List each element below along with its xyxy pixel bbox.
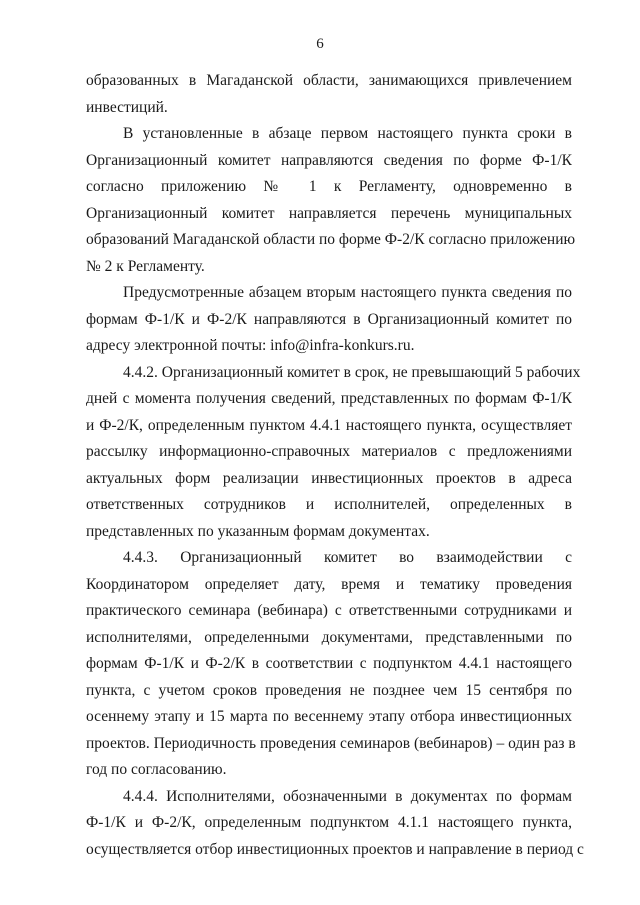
paragraph xyxy=(86,360,581,546)
text-line: рассылку информационно-справочных материалов с предложениями xyxy=(86,443,572,460)
text-line: № 2 к Регламенту. xyxy=(86,257,205,275)
page-number: 6 xyxy=(316,36,324,52)
text-line: осуществляется отбор инвестиционных проектов и направление в период с xyxy=(86,840,584,858)
text-line: 4.4.4. Исполнителями, обозначенными в документах по формам xyxy=(123,787,572,805)
text-line: образованных в Магаданской области, занимающихся привлечением xyxy=(86,72,572,89)
text-line: Предусмотренные абзацем вторым настоящего пункта сведения по xyxy=(123,284,572,301)
text-line: инвестиций. xyxy=(86,98,168,116)
text-line: и Ф-2/К, определенным пунктом 4.4.1 настоящего пункта, осуществляет xyxy=(86,416,572,434)
paragraph xyxy=(86,121,576,280)
text-line: дней с момента получения сведений, представленных по формам Ф-1/К xyxy=(86,390,572,407)
text-line: практического семинара (вебинара) с ответственными сотрудниками и xyxy=(86,602,572,619)
text-line: адресу электронной почты: info@infra-konkurs.ru. xyxy=(86,337,415,354)
paragraph xyxy=(86,784,584,864)
document-body xyxy=(86,68,584,863)
text-line: представленных по указанным формам документах. xyxy=(86,522,430,540)
paragraph xyxy=(86,68,572,121)
paragraph xyxy=(86,545,576,784)
text-line: Организационный комитет направляются сведения по форме Ф-1/К xyxy=(86,151,572,169)
text-line: исполнителями, определенными документами, представленными по xyxy=(86,628,572,646)
paragraph xyxy=(86,280,572,360)
text-line: согласно приложению № 1 к Регламенту, одновременно в xyxy=(86,178,572,195)
text-line: формам Ф-1/К и Ф-2/К направляются в Организационный комитет по xyxy=(86,310,572,328)
text-line: 4.4.3. Организационный комитет во взаимодействии с xyxy=(123,549,572,566)
text-line: ответственных сотрудников и исполнителей, определенных в xyxy=(86,496,572,513)
text-line: Организационный комитет направляется перечень муниципальных xyxy=(86,204,572,222)
text-line: Координатором определяет дату, время и тематику проведения xyxy=(86,575,572,593)
text-line: проектов. Периодичность проведения семинаров (вебинаров) – один раз в xyxy=(86,734,576,752)
text-line: пункта, с учетом сроков проведения не позднее чем 15 сентября по xyxy=(86,681,572,699)
text-line: актуальных форм реализации инвестиционных проектов в адреса xyxy=(86,469,572,487)
text-line: формам Ф-1/К и Ф-2/К в соответствии с подпунктом 4.4.1 настоящего xyxy=(86,655,572,672)
text-line: В установленные в абзаце первом настоящего пункта сроки в xyxy=(123,125,572,142)
text-line: образований Магаданской области по форме Ф-2/К согласно приложению xyxy=(86,231,576,248)
text-line: осеннему этапу и 15 марта по весеннему этапу отбора инвестиционных xyxy=(86,708,572,725)
text-line: Ф-1/К и Ф-2/К, определенным подпунктом 4.1.1 настоящего пункта, xyxy=(86,814,572,831)
text-line: год по согласованию. xyxy=(86,761,227,778)
text-line: 4.4.2. Организационный комитет в срок, не превышающий 5 рабочих xyxy=(123,363,581,381)
